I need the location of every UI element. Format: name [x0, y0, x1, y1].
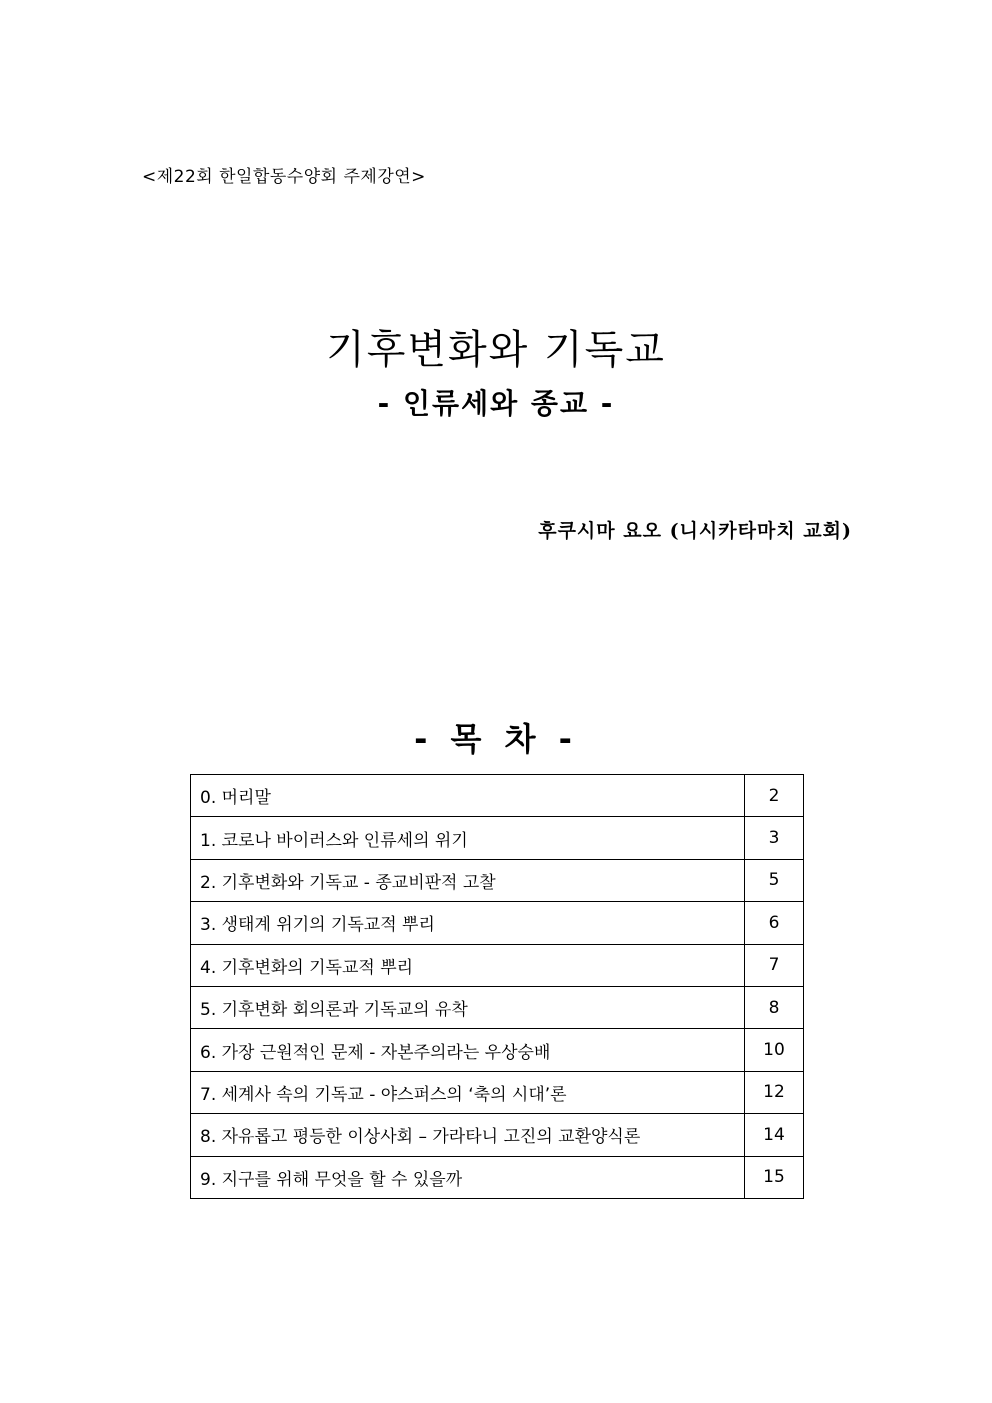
event-label: <제22회 한일합동수양회 주제강연> — [142, 167, 426, 187]
toc-row — [191, 817, 804, 859]
toc-row — [191, 1114, 804, 1156]
toc-item-title: 9. 지구를 위해 무엇을 할 수 있을까 — [191, 1156, 745, 1198]
toc-item-page: 2 — [745, 775, 804, 817]
toc-item-title: 3. 생태계 위기의 기독교적 뿌리 — [191, 902, 745, 944]
toc-row — [191, 1029, 804, 1071]
toc-item-title: 0. 머리말 — [191, 775, 745, 817]
toc-item-title: 5. 기후변화 회의론과 기독교의 유착 — [191, 986, 745, 1028]
document-subtitle: - 인류세와 종교 - — [377, 387, 615, 420]
toc-item-page: 14 — [745, 1114, 804, 1156]
toc-table — [190, 774, 804, 1199]
toc-row — [191, 1071, 804, 1113]
toc-item-title: 8. 자유롭고 평등한 이상사회 – 가라타니 고진의 교환양식론 — [191, 1114, 745, 1156]
toc-row — [191, 986, 804, 1028]
toc-row — [191, 859, 804, 901]
toc-item-page: 15 — [745, 1156, 804, 1198]
toc-item-title: 2. 기후변화와 기독교 - 종교비판적 고찰 — [191, 859, 745, 901]
toc-row — [191, 902, 804, 944]
toc-item-title: 4. 기후변화의 기독교적 뿌리 — [191, 944, 745, 986]
toc-item-title: 7. 세계사 속의 기독교 - 야스퍼스의 ‘축의 시대’론 — [191, 1071, 745, 1113]
toc-item-title: 1. 코로나 바이러스와 인류세의 위기 — [191, 817, 745, 859]
toc-item-page: 12 — [745, 1071, 804, 1113]
toc-item-page: 6 — [745, 902, 804, 944]
toc-item-page: 3 — [745, 817, 804, 859]
document-title: 기후변화와 기독교 — [326, 327, 666, 373]
toc-heading: - 목 차 - — [414, 720, 578, 758]
toc-row — [191, 775, 804, 817]
toc-item-title: 6. 가장 근원적인 문제 - 자본주의라는 우상숭배 — [191, 1029, 745, 1071]
author-line: 후쿠시마 요오 (니시카타마치 교회) — [538, 520, 852, 542]
toc-item-page: 8 — [745, 986, 804, 1028]
toc-item-page: 5 — [745, 859, 804, 901]
toc-row — [191, 1156, 804, 1198]
toc-item-page: 7 — [745, 944, 804, 986]
toc-item-page: 10 — [745, 1029, 804, 1071]
toc-row — [191, 944, 804, 986]
